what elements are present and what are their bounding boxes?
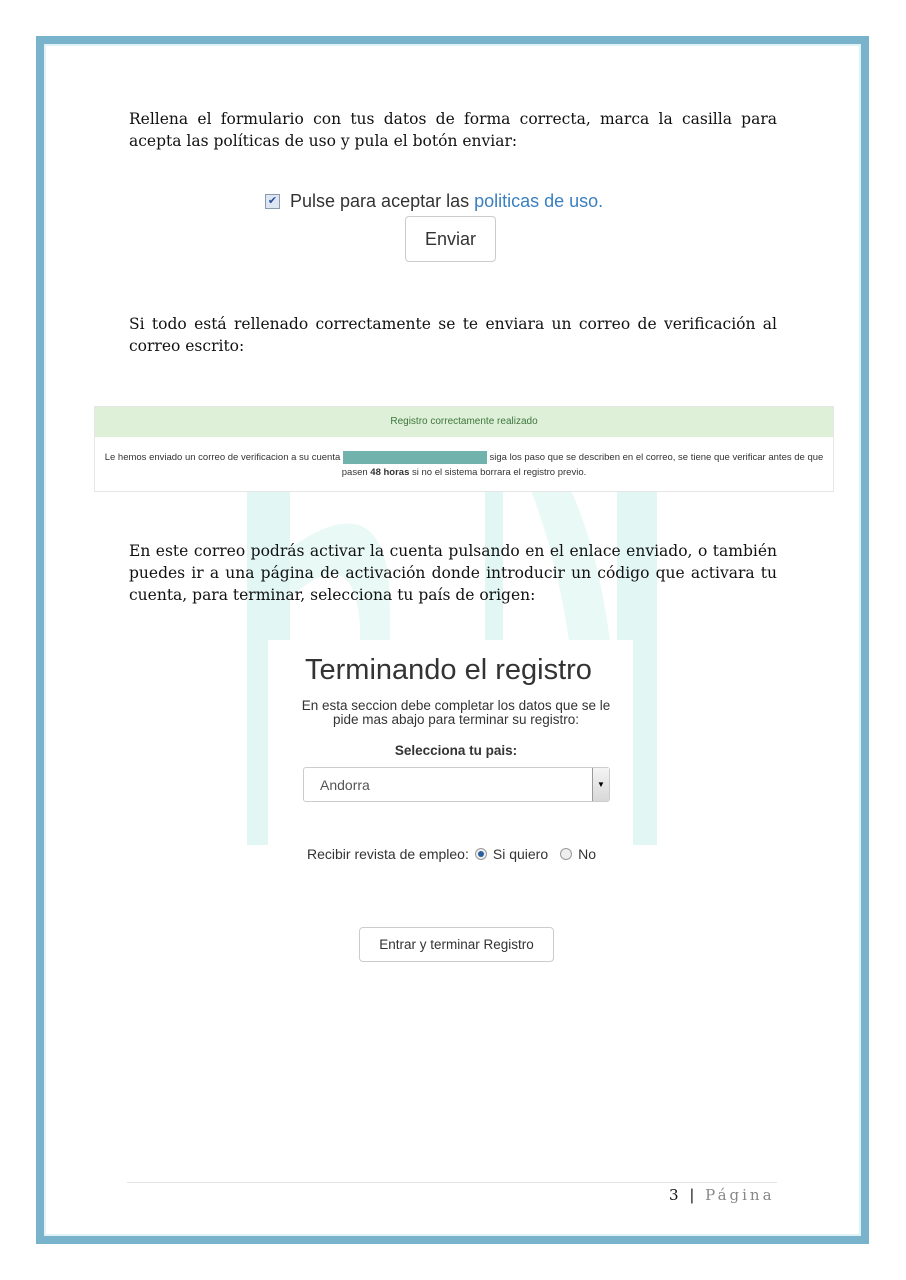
page-footer [669, 1186, 775, 1204]
newsletter-label: Recibir revista de empleo: [307, 846, 469, 862]
send-button[interactable]: Enviar [405, 216, 496, 262]
radio-no-label: No [578, 846, 597, 862]
verify-paragraph: Si todo está rellenado correctamente se te enviara un correo de verificación al correo escrito: [129, 315, 777, 355]
terms-row [265, 191, 603, 212]
finish-register-button[interactable]: Entrar y terminar Registro [359, 927, 554, 962]
activation-paragraph: En este correo podrás activar la cuenta pulsando en el enlace enviado, o también puedes ir a una página de activación donde introducir un código que activara tu cuenta, para terminar, selecciona tu país de origen: [129, 542, 777, 604]
terms-label: Pulse para aceptar las [290, 191, 470, 211]
alert-bold: 48 horas [370, 467, 410, 478]
footer-divider [127, 1182, 777, 1183]
alert-text-2: siga los paso que se describen en el correo, se tiene que verificar antes de que pasen [341, 452, 824, 478]
page-number: 3 [669, 1186, 682, 1204]
redacted-email [343, 451, 487, 464]
terms-checkbox[interactable]: ✔ [265, 194, 280, 209]
success-alert [94, 406, 834, 492]
country-label: Selecciona tu pais: [394, 743, 518, 758]
radio-no[interactable] [560, 848, 572, 860]
chevron-down-icon[interactable]: ▼ [592, 768, 609, 801]
radio-yes[interactable] [475, 848, 487, 860]
alert-text-3: si no el sistema borrara el registro previo. [412, 467, 587, 478]
newsletter-row [307, 846, 596, 862]
finish-description: En esta seccion debe completar los datos que se le pide mas abajo para terminar su registro: [301, 698, 611, 727]
finish-title: Terminando el registro [305, 654, 592, 686]
alert-title: Registro correctamente realizado [95, 407, 833, 437]
footer-separator: | [689, 1186, 698, 1204]
country-select[interactable] [303, 767, 610, 802]
alert-body [95, 437, 833, 480]
terms-link[interactable]: politicas de uso. [474, 191, 604, 211]
alert-text-1: Le hemos enviado un correo de verificacion a su cuenta [104, 452, 341, 463]
intro-paragraph: Rellena el formulario con tus datos de forma correcta, marca la casilla para acepta las políticas de uso y pula el botón enviar: [129, 110, 777, 150]
page-label: Página [705, 1186, 775, 1204]
country-value: Andorra [320, 777, 370, 793]
radio-yes-label: Si quiero [492, 846, 549, 862]
